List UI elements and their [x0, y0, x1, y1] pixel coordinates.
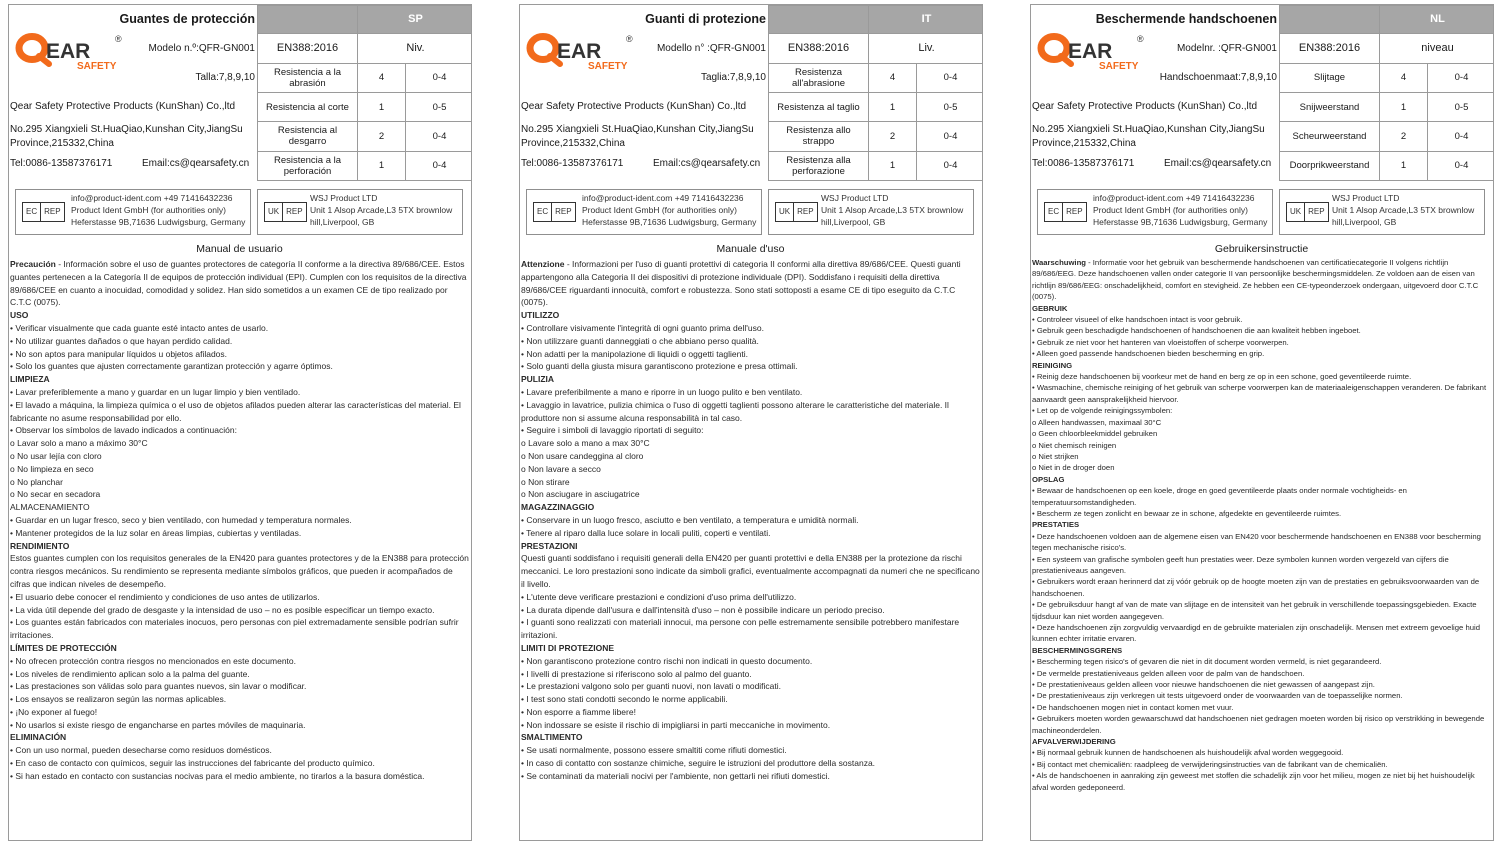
section-line: • Si han estado en contacto con sustancias nocivas para el medio ambiente, no tirarlos a la basura doméstica.: [10, 770, 425, 781]
uk-rep-box: [257, 189, 463, 235]
section-line: o Non stirare: [521, 476, 570, 487]
section-line: • Lavar preferiblemente a mano y guardar en un lugar limpio y bien ventilado.: [10, 386, 301, 397]
manual-body: [10, 258, 469, 783]
section-heading: REINIGING: [1032, 360, 1073, 370]
test-row: [769, 151, 984, 180]
test-name: Resistenza all'abrasione: [769, 63, 869, 92]
qear-logo: [1037, 31, 1149, 71]
test-level: 1: [358, 92, 406, 121]
product-title: Beschermende handschoenen: [1095, 12, 1277, 26]
section-line: • Tenere al riparo dalla luce solare in locali puliti, coperti e ventilati.: [521, 527, 771, 538]
standard-name: EN388:2016: [1280, 34, 1380, 63]
section-line: • Las prestaciones son válidas solo para guantes nuevos, sin lavar o modificar.: [10, 681, 307, 692]
company-name: Qear Safety Protective Products (KunShan) Co.,ltd: [10, 101, 236, 112]
level-header: Liv.: [869, 34, 984, 63]
uk-rep-icon: UK REP: [1286, 202, 1329, 222]
section-line: • ¡No exponer al fuego!: [10, 706, 98, 717]
test-row: [1280, 63, 1495, 92]
model-number: Modelnr. :QFR-GN001: [1176, 43, 1277, 54]
section-line: • Non utilizzare guanti danneggiati o che abbiano perso qualità.: [521, 335, 759, 346]
section-line: • Een systeem van grafische symbolen geeft hun prestaties weer. Deze symbolen kunnen worden vergezeld van cijfers die prestatieniveaus aangeven.: [1032, 554, 1449, 575]
section-line: o No usar lejía con cloro: [10, 450, 102, 461]
section-line: • I test sono stati condotti secondo le norme applicabili.: [521, 694, 728, 705]
section-heading: PULIZIA: [521, 374, 555, 385]
test-row: [1280, 151, 1495, 180]
test-row: [258, 122, 473, 151]
section-line: • La vida útil depende del grado de desgaste y la intensidad de uso – no es posible especificar un tiempo exacto.: [10, 604, 435, 615]
label-header: [1031, 5, 1493, 181]
user-manual: [9, 243, 471, 783]
section-heading: ALMACENAMIENTO: [10, 502, 90, 513]
svg-text:EAR: EAR: [46, 40, 91, 63]
section-line: • Non garantiscono protezione contro rischi non indicati in questo documento.: [521, 655, 813, 666]
svg-text:EAR: EAR: [1068, 40, 1113, 63]
section-line: o No planchar: [10, 476, 63, 487]
section-line: • No usarlos si existe riesgo de engancharse en partes móviles de maquinaria.: [10, 719, 306, 730]
section-line: • Los ensayos se realizaron según las normas aplicables.: [10, 694, 227, 705]
svg-text:®: ®: [626, 34, 633, 44]
section-line: • Non indossare se esiste il rischio di impigliarsi in parti meccaniche in movimento.: [521, 719, 831, 730]
test-range: 0-4: [917, 151, 984, 180]
section-heading: ELIMINACIÓN: [10, 732, 67, 743]
section-heading: LÍMITES DE PROTECCIÓN: [10, 642, 117, 653]
section-line: • Gebruikers moeten worden gewaarschuwd dat handschoenen niet gedragen moeten worden bij risico op verstrikking in bewegende machineonderdelen.: [1032, 714, 1485, 735]
ec-rep-box: [15, 189, 251, 235]
performance-table: [768, 5, 983, 181]
test-level: 4: [1380, 63, 1428, 92]
uk-rep-icon: UK REP: [264, 202, 307, 222]
level-header: Niv.: [358, 34, 473, 63]
section-heading: RENDIMIENTO: [10, 540, 70, 551]
section-line: • Seguire i simboli di lavaggio riportati di seguito:: [521, 425, 704, 436]
section-line: o No limpieza en seco: [10, 463, 94, 474]
contact-line: [1032, 158, 1278, 169]
test-range: 0-4: [1428, 122, 1495, 151]
section-line: • Guardar en un lugar fresco, seco y bien ventilado, con humedad y temperatura normales.: [10, 514, 352, 525]
ec-rep-icon: EC REP: [22, 202, 65, 222]
glove-sizes: Taglia:7,8,9,10: [700, 72, 766, 83]
test-row: [769, 122, 984, 151]
model-number: Modelo n.º:QFR-GN001: [148, 43, 255, 54]
section-line: o Niet chemisch reinigen: [1032, 440, 1117, 450]
telephone: Tel:0086-13587376171: [1032, 158, 1135, 169]
qear-logo-icon: [1037, 31, 1149, 71]
ec-rep-icon: EC REP: [533, 202, 576, 222]
uk-rep-box: [768, 189, 974, 235]
section-line: • Lavaggio in lavatrice, pulizia chimica o l'uso di oggetti taglienti possono alterare le caratteristiche del materiale. Il produttore non si assume alcuna responsabilità in tal caso.: [521, 399, 949, 423]
section-line: • Deze handschoenen voldoen aan de algemene eisen van EN420 voor beschermende handschoenen en EN388 voor bescherming tegen mechanische risico's.: [1032, 531, 1481, 553]
company-address: No.295 Xiangxieli St.HuaQiao,Kunshan City,JiangSu Province,215332,China: [10, 124, 243, 149]
section-line: • El usuario debe conocer el rendimiento y condiciones de uso antes de utilizarlos.: [10, 591, 320, 602]
section-line: • Deze handschoenen zijn zorgvuldig vervaardigd en de gebruikte materialen zijn onschadelijk. Mensen met extreem gevoelige huid kunnen echter irritatie ervaren.: [1032, 623, 1480, 644]
test-range: 0-4: [406, 151, 473, 180]
section-line: • Als de handschoenen in aanraking zijn geweest met stoffen die schadelijk zijn voor het milieu, mogen ze niet bij het huishoudelijk afval worden gedeponeerd.: [1032, 771, 1475, 792]
ec-rep-box: [1037, 189, 1273, 235]
test-name: Resistencia a la perforación: [258, 151, 358, 180]
section-line: • I livelli di prestazione si riferiscono solo al palmo del guanto.: [521, 668, 752, 679]
section-line: • No utilizar guantes dañados o que hayan perdido calidad.: [10, 335, 233, 346]
standard-name: EN388:2016: [769, 34, 869, 63]
manual-body: [1032, 257, 1491, 793]
uk-rep-text: WSJ Product LTD Unit 1 Alsop Arcade,L3 5TX brownlow hill,Liverpool, GB: [310, 193, 453, 227]
ec-rep-box: [526, 189, 762, 235]
test-level: 1: [1380, 151, 1428, 180]
section-line: • Controllare visivamente l'integrità di ogni guanto prima dell'uso.: [521, 322, 764, 333]
section-line: • Bescherm ze tegen zonlicht en bewaar ze in schone, afgedekte en geventileerde ruimtes.: [1032, 508, 1342, 518]
test-level: 2: [869, 122, 917, 151]
test-level: 1: [358, 151, 406, 180]
section-line: • De vermelde prestatieniveaus gelden alleen voor de palm van de handschoen.: [1032, 668, 1305, 678]
section-line: • Lavare preferibilmente a mano e riporre in un luogo pulito e ben ventilato.: [521, 386, 803, 397]
test-range: 0-4: [1428, 151, 1495, 180]
test-row: [258, 63, 473, 92]
company-address: No.295 Xiangxieli St.HuaQiao,Kunshan City,JiangSu Province,215332,China: [521, 124, 754, 149]
test-level: 2: [1380, 122, 1428, 151]
test-name: Slijtage: [1280, 63, 1380, 92]
panel-italian: [519, 4, 983, 841]
language-code: IT: [869, 6, 984, 34]
svg-text:SAFETY: SAFETY: [1099, 61, 1139, 71]
svg-text:®: ®: [1137, 34, 1144, 44]
uk-rep-text: WSJ Product LTD Unit 1 Alsop Arcade,L3 5TX brownlow hill,Liverpool, GB: [1332, 193, 1475, 227]
test-level: 1: [869, 92, 917, 121]
section-line: Questi guanti soddisfano i requisiti generali della EN420 per guanti protettivi e della EN388 per la protezione da rischi meccanici. Le loro prestazioni sono indicate da simboli grafici, eventualmente accompagnati da numeri che ne specificano il livello.: [521, 553, 980, 589]
section-line: • L'utente deve verificare prestazioni e condizioni d'uso prima dell'utilizzo.: [521, 591, 797, 602]
section-heading: MAGAZZINAGGIO: [521, 502, 595, 513]
ec-rep-text: info@product-ident.com +49 71416432236 Product Ident GmbH (for authorities only) Heferstasse 9B,71636 Ludwigsburg, Germany: [1093, 193, 1268, 227]
product-title: Guantes de protección: [119, 12, 255, 26]
test-name: Resistencia a la abrasión: [258, 63, 358, 92]
section-line: • Controleer visueel of elke handschoen intact is voor gebruik.: [1032, 315, 1243, 325]
svg-text:®: ®: [115, 34, 122, 44]
section-line: • Solo los guantes que ajusten correctamente garantizan protección y agarre óptimos.: [10, 361, 333, 372]
ec-rep-text: info@product-ident.com +49 71416432236 Product Ident GmbH (for authorities only) Heferstasse 9B,71636 Ludwigsburg, Germany: [582, 193, 757, 227]
test-name: Resistenza allo strappo: [769, 122, 869, 151]
email: Email:cs@qearsafety.cn: [1164, 158, 1272, 169]
test-level: 2: [358, 122, 406, 151]
manual-title: Manuale d'uso: [716, 243, 785, 255]
manual-body: [521, 258, 980, 783]
section-line: o Alleen handwassen, maximaal 30°C: [1032, 417, 1162, 427]
user-manual: [1031, 243, 1493, 793]
test-row: [258, 92, 473, 121]
test-row: [769, 63, 984, 92]
section-line: • Solo guanti della giusta misura garantiscono protezione e presa ottimali.: [521, 361, 798, 372]
panel-dutch: [1030, 4, 1494, 841]
glove-sizes: Talla:7,8,9,10: [195, 72, 255, 83]
test-range: 0-4: [917, 122, 984, 151]
section-line: • In caso di contatto con sostanze chimiche, seguire le istruzioni del produttore della sostanza.: [521, 758, 876, 769]
section-line: • De prestatieniveaus gelden alleen voor nieuwe handschoenen die niet gewassen of aangepast zijn.: [1032, 680, 1375, 690]
test-name: Resistencia al desgarro: [258, 122, 358, 151]
section-line: o Lavare solo a mano a max 30°C: [521, 438, 650, 449]
qear-logo: [15, 31, 127, 71]
section-line: • De prestatieniveaus zijn verkregen uit tests uitgevoerd onder de voorwaarden van de toepasselijke normen.: [1032, 691, 1403, 701]
lang-header-blank: [258, 6, 358, 34]
test-row: [769, 92, 984, 121]
section-line: • Bij normaal gebruik kunnen de handschoenen als huishoudelijk afval worden weggegooid.: [1032, 748, 1344, 758]
section-line: o Non lavare a secco: [521, 463, 601, 474]
header-info: [9, 5, 257, 181]
language-code: NL: [1380, 6, 1495, 34]
section-line: • Verificar visualmente que cada guante esté intacto antes de usarlo.: [10, 322, 269, 333]
section-line: • Wasmachine, chemische reiniging of het gebruik van scherpe voorwerpen kan de materiaaleigenschappen veranderen. De fabrikant aanvaardt geen aansprakelijkheid hiervoor.: [1032, 383, 1487, 404]
section-line: • Non adatti per la manipolazione di liquidi o oggetti taglienti.: [521, 348, 748, 359]
test-level: 1: [1380, 92, 1428, 121]
test-row: [1280, 92, 1495, 121]
contact-line: [521, 158, 767, 169]
header-info: [520, 5, 768, 181]
test-row: [1280, 122, 1495, 151]
test-level: 1: [869, 151, 917, 180]
test-name: Doorprikweerstand: [1280, 151, 1380, 180]
section-line: • Le prestazioni valgono solo per guanti nuovi, non lavati o modificati.: [521, 681, 782, 692]
section-line: • Mantener protegidos de la luz solar en áreas limpias, cubiertas y ventiladas.: [10, 527, 302, 538]
section-heading: AFVALVERWIJDERING: [1032, 737, 1116, 747]
email: Email:cs@qearsafety.cn: [142, 158, 250, 169]
section-line: • Non esporre a fiamme libere!: [521, 706, 636, 717]
test-range: 0-5: [917, 92, 984, 121]
telephone: Tel:0086-13587376171: [10, 158, 113, 169]
test-range: 0-4: [406, 63, 473, 92]
section-line: • Con un uso normal, pueden desecharse como residuos domésticos.: [10, 745, 272, 756]
company-name: Qear Safety Protective Products (KunShan) Co.,ltd: [521, 101, 747, 112]
user-manual: [520, 243, 982, 783]
section-line: • Alleen goed passende handschoenen bieden bescherming en grip.: [1032, 349, 1265, 359]
company-address: No.295 Xiangxieli St.HuaQiao,Kunshan City,JiangSu Province,215332,China: [1032, 124, 1265, 149]
section-line: o Geen chloorbleekmiddel gebruiken: [1032, 429, 1158, 439]
company-name: Qear Safety Protective Products (KunShan) Co.,ltd: [1032, 101, 1258, 112]
test-range: 0-4: [1428, 63, 1495, 92]
model-number: Modello n° :QFR-GN001: [656, 43, 766, 54]
section-line: • De handschoenen mogen niet in contact komen met vuur.: [1032, 702, 1234, 712]
svg-text:EAR: EAR: [557, 40, 602, 63]
language-code: SP: [358, 6, 473, 34]
section-heading: PRESTATIES: [1032, 520, 1080, 530]
qear-logo: [526, 31, 638, 71]
section-heading: BESCHERMINGSGRENS: [1032, 645, 1123, 655]
product-title: Guanti di protezione: [645, 12, 766, 26]
test-name: Resistenza alla perforazione: [769, 151, 869, 180]
test-range: 0-5: [406, 92, 473, 121]
qear-logo-icon: [526, 31, 638, 71]
section-line: • El lavado a máquina, la limpieza química o el uso de objetos afilados pueden alterar las características del material. El fabricante no asume responsabilidad por ello.: [10, 399, 461, 423]
panel-spanish: [8, 4, 472, 841]
qear-logo-icon: [15, 31, 127, 71]
test-name: Resistencia al corte: [258, 92, 358, 121]
label-header: [520, 5, 982, 181]
section-line: • Se usati normalmente, possono essere smaltiti come rifiuti domestici.: [521, 745, 787, 756]
header-info: [1031, 5, 1279, 181]
section-heading: PRESTAZIONI: [521, 540, 578, 551]
section-line: • Bescherming tegen risico's of gevaren die niet in dit document worden vermeld, is niet gegarandeerd.: [1032, 657, 1382, 667]
ec-rep-icon: EC REP: [1044, 202, 1087, 222]
test-name: Snijweerstand: [1280, 92, 1380, 121]
section-line: o No secar en secadora: [10, 489, 101, 500]
section-heading: USO: [10, 310, 29, 321]
section-heading: GEBRUIK: [1032, 303, 1068, 313]
section-line: • Observar los símbolos de lavado indicados a continuación:: [10, 425, 237, 436]
section-line: o Niet in de droger doen: [1032, 463, 1115, 473]
section-line: • No ofrecen protección contra riesgos no mencionados en este documento.: [10, 655, 297, 666]
section-heading: LIMITI DI PROTEZIONE: [521, 642, 615, 653]
section-heading: UTILIZZO: [521, 310, 560, 321]
intro-paragraph: Attenzione - Informazioni per l'uso di guanti protettivi di categoria II conformi alla direttiva 89/686/CEE. Questi guanti appartengono alla Categoria II dei dispositivi di protezione individuale (DPI). Soddisfano i requisiti della direttiva 89/686/CEE riguardanti innocuità, comfort e robustezza. Sono stati sottoposti a esame CE di tipo eseguito da C.T.C (0075).: [521, 259, 961, 308]
test-row: [258, 151, 473, 180]
test-name: Resistenza al taglio: [769, 92, 869, 121]
section-line: • Gebruik ze niet voor het hanteren van vloeistoffen of scherpe voorwerpen.: [1032, 337, 1289, 347]
section-line: o Non usare candeggina al cloro: [521, 450, 644, 461]
performance-table: [1279, 5, 1494, 181]
standard-name: EN388:2016: [258, 34, 358, 63]
uk-rep-text: WSJ Product LTD Unit 1 Alsop Arcade,L3 5TX brownlow hill,Liverpool, GB: [821, 193, 964, 227]
section-line: • Se contaminati da materiali nocivi per l'ambiente, non gettarli nei rifiuti domestici.: [521, 770, 830, 781]
section-line: • De gebruiksduur hangt af van de mate van slijtage en de intensiteit van het gebruik in verschillende toepassingsgebieden. Exacte tijdsduur kan niet worden aangegeven.: [1032, 600, 1477, 621]
svg-text:SAFETY: SAFETY: [77, 61, 117, 71]
section-line: • Gebruikers wordt eraan herinnerd dat zij vóór gebruik op de hoogte moeten zijn van de prestaties en gebruiksvoorwaarden van de handschoenen.: [1032, 577, 1480, 598]
section-line: o Non asciugare in asciugatrice: [521, 489, 640, 500]
section-heading: OPSLAG: [1032, 474, 1065, 484]
test-name: Scheurweerstand: [1280, 122, 1380, 151]
intro-paragraph: Waarschuwing - Informatie voor het gebruik van beschermende handschoenen van certificatiecategorie II volgens richtlijn 89/686/EEG. Deze handschoenen vallen onder categorie II van persoonlijke beschermingsmiddelen. Ze voldoen aan de eisen van richtlijn 89/686/EEG: onschadelijkheid, comfort en stevigheid. Ze hebben een CE-typeonderzoek ondergaan, uitgevoerd door C.T.C (0075).: [1032, 258, 1479, 302]
manual-title: Gebruikersinstructie: [1214, 243, 1309, 255]
section-line: • Gebruik geen beschadigde handschoenen of handschoenen die aan kwaliteit hebben ingeboet.: [1032, 326, 1361, 336]
section-line: • La durata dipende dall'usura e dall'intensità d'uso – non è possibile indicare un periodo preciso.: [521, 604, 885, 615]
section-line: o Niet strijken: [1032, 451, 1079, 461]
contact-line: [10, 158, 256, 169]
section-heading: SMALTIMENTO: [521, 732, 583, 743]
test-level: 4: [869, 63, 917, 92]
level-header: niveau: [1380, 34, 1495, 63]
test-range: 0-4: [917, 63, 984, 92]
lang-header-blank: [1280, 6, 1380, 34]
section-line: • No son aptos para manipular líquidos u objetos afilados.: [10, 348, 228, 359]
uk-rep-icon: UK REP: [775, 202, 818, 222]
svg-text:SAFETY: SAFETY: [588, 61, 628, 71]
section-line: • Los guantes están fabricados con materiales inocuos, pero personas con piel extremadamente sensible podrían sufrir irritaciones.: [10, 617, 459, 641]
manual-title: Manual de usuario: [196, 243, 283, 255]
section-line: • En caso de contacto con químicos, seguir las instrucciones del fabricante del producto químico.: [10, 758, 375, 769]
section-line: • Conservare in un luogo fresco, asciutto e ben ventilato, a temperatura e umidità normali.: [521, 514, 859, 525]
glove-sizes: Handschoenmaat:7,8,9,10: [1159, 72, 1277, 83]
intro-paragraph: Precaución - Información sobre el uso de guantes protectores de categoría II conforme a la directiva 89/686/CEE. Estos guantes pertenecen a la Categoría II de equipos de protección individual (EPI). Cumplen con los requisitos de la directiva 89/686/CEE en cuanto a inocuidad, comodidad y solidez. Han sido sometidos a un examen CE de tipo realizado por C.T.C (0075).: [10, 259, 467, 308]
section-line: Estos guantes cumplen con los requisitos generales de la EN420 para guantes protectores y de la EN388 para protección contra riesgos mecánicos. Su rendimiento se representa mediante símbolos gráficos, que pueden ir acompañados de cifras que indican niveles de desempeño.: [10, 553, 469, 589]
uk-rep-box: [1279, 189, 1485, 235]
test-level: 4: [358, 63, 406, 92]
test-range: 0-5: [1428, 92, 1495, 121]
ec-rep-text: info@product-ident.com +49 71416432236 Product Ident GmbH (for authorities only) Heferstasse 9B,71636 Ludwigsburg, Germany: [71, 193, 246, 227]
lang-header-blank: [769, 6, 869, 34]
test-range: 0-4: [406, 122, 473, 151]
section-line: • Bij contact met chemicaliën: raadpleeg de verwijderingsinstructies van de fabrikant van de chemicaliën.: [1032, 759, 1388, 769]
section-line: • Let op de volgende reinigingssymbolen:: [1032, 406, 1173, 416]
section-line: • Los niveles de rendimiento aplican solo a la palma del guante.: [10, 668, 250, 679]
telephone: Tel:0086-13587376171: [521, 158, 624, 169]
performance-table: [257, 5, 472, 181]
section-line: • Bewaar de handschoenen op een koele, droge en goed geventileerde plaats onder normale vochtigheids- en temperatuursomstandigheden.: [1032, 486, 1407, 507]
section-heading: LIMPIEZA: [10, 374, 50, 385]
section-line: • I guanti sono realizzati con materiali innocui, ma persone con pelle estremamente sensibile potrebbero manifestare irritazioni.: [521, 617, 960, 641]
section-line: • Reinig deze handschoenen bij voorkeur met de hand en berg ze op in een schone, goed geventileerde ruimte.: [1032, 372, 1412, 382]
section-line: o Lavar solo a mano a máximo 30°C: [10, 438, 148, 449]
email: Email:cs@qearsafety.cn: [653, 158, 761, 169]
label-header: [9, 5, 471, 181]
